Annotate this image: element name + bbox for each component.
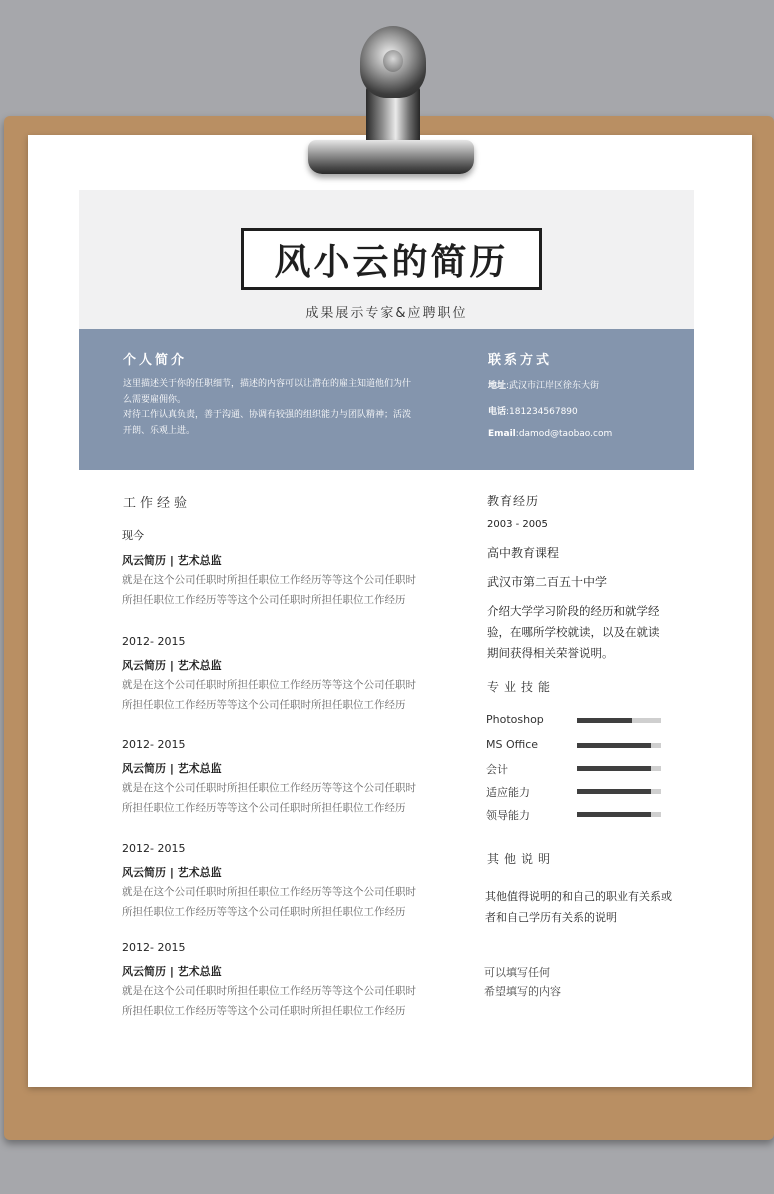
job-date: 2012- 2015 — [122, 842, 186, 855]
job-entry — [122, 941, 442, 1021]
other-note-line: 可以填写任何 — [484, 966, 550, 979]
job-desc-line: 所担任职位工作经历等等这个公司任职时所担任职位工作经历 — [122, 1005, 406, 1017]
skills-title: 专业技能 — [487, 680, 556, 694]
job-desc-line: 就是在这个公司任职时所担任职位工作经历等等这个公司任职时 — [122, 679, 416, 691]
job-date: 2012- 2015 — [122, 635, 186, 648]
skill-bar-track — [577, 789, 661, 794]
job-desc-line: 就是在这个公司任职时所担任职位工作经历等等这个公司任职时 — [122, 782, 416, 794]
phone-label: 电话 — [488, 407, 507, 417]
resume-title: 风小云的简历 — [241, 228, 542, 290]
skill-bar-fill — [577, 766, 651, 771]
contact-title: 联系方式 — [488, 353, 553, 368]
skill-bar-track — [577, 812, 661, 817]
skill-row — [486, 738, 666, 752]
contact-address — [488, 378, 599, 391]
other-desc — [485, 886, 695, 928]
job-date: 现今 — [122, 529, 144, 542]
job-desc-line: 所担任职位工作经历等等这个公司任职时所担任职位工作经历 — [122, 594, 406, 606]
skill-bar-track — [577, 718, 661, 723]
skill-bar-track — [577, 743, 661, 748]
contact-phone — [488, 404, 578, 417]
job-desc — [122, 882, 442, 922]
work-title: 工作经验 — [123, 496, 192, 511]
other-title: 其他说明 — [487, 852, 556, 866]
education-course: 高中教育课程 — [487, 546, 560, 560]
education-desc-line: 期间获得相关荣誉说明。 — [487, 646, 614, 660]
resume-header — [79, 190, 694, 329]
profile-title: 个人简介 — [123, 353, 188, 368]
resume-subtitle: 成果展示专家&应聘职位 — [305, 306, 468, 321]
skill-name: Photoshop — [486, 713, 544, 726]
job-entry — [122, 635, 442, 715]
job-desc-line: 就是在这个公司任职时所担任职位工作经历等等这个公司任职时 — [122, 574, 416, 586]
job-entry — [122, 842, 442, 922]
skill-bar-fill — [577, 718, 632, 723]
job-date: 2012- 2015 — [122, 941, 186, 954]
binder-clip — [300, 26, 480, 176]
education-desc — [487, 601, 687, 664]
skill-row — [486, 713, 666, 727]
education-desc-line: 介绍大学学习阶段的经历和就学经 — [487, 604, 660, 618]
job-desc-line: 所担任职位工作经历等等这个公司任职时所担任职位工作经历 — [122, 802, 406, 814]
skill-row — [486, 761, 666, 775]
skill-row — [486, 807, 666, 821]
phone-value: :181234567890 — [506, 407, 578, 417]
job-desc-line: 所担任职位工作经历等等这个公司任职时所担任职位工作经历 — [122, 699, 406, 711]
skill-bar-fill — [577, 789, 651, 794]
job-entry — [122, 738, 442, 818]
email-value: :damod@taobao.com — [515, 429, 613, 439]
profile-line: 开朗、乐观上进。 — [123, 425, 196, 436]
address-value: :武汉市江岸区徐东大街 — [506, 381, 600, 391]
address-label: 地址 — [488, 381, 507, 391]
profile-line: 么需要雇佣你。 — [123, 394, 187, 405]
skill-bar-fill — [577, 743, 651, 748]
skill-name: 适应能力 — [486, 786, 530, 799]
skill-name: 会计 — [486, 763, 508, 776]
other-desc-line: 其他值得说明的和自己的职业有关系或 — [485, 890, 672, 903]
job-role: 风云简历 | 艺术总监 — [122, 659, 222, 672]
job-role: 风云简历 | 艺术总监 — [122, 965, 222, 978]
job-desc-line: 就是在这个公司任职时所担任职位工作经历等等这个公司任职时 — [122, 985, 416, 997]
education-title: 教育经历 — [487, 494, 540, 508]
education-school: 武汉市第二百五十中学 — [487, 575, 608, 589]
other-desc-line: 者和自己学历有关系的说明 — [485, 911, 617, 924]
profile-line: 这里描述关于你的任职细节，描述的内容可以让潜在的雇主知道他们为什 — [123, 379, 412, 389]
job-role: 风云简历 | 艺术总监 — [122, 866, 222, 879]
contact-email — [488, 429, 612, 439]
job-desc — [122, 675, 442, 715]
skill-row — [486, 784, 666, 798]
email-label: Email — [488, 429, 516, 439]
skill-bar-track — [577, 766, 661, 771]
profile-line: 对待工作认真负责，善于沟通、协调有较强的组织能力与团队精神；活泼 — [123, 410, 412, 420]
skill-bar-fill — [577, 812, 651, 817]
job-desc — [122, 778, 442, 818]
skill-name: 领导能力 — [486, 809, 530, 822]
education-years: 2003 - 2005 — [487, 519, 548, 530]
job-desc-line: 所担任职位工作经历等等这个公司任职时所担任职位工作经历 — [122, 906, 406, 918]
other-note — [484, 963, 561, 1001]
other-note-line: 希望填写的内容 — [484, 985, 561, 998]
job-desc-line: 就是在这个公司任职时所担任职位工作经历等等这个公司任职时 — [122, 886, 416, 898]
profile-text — [123, 377, 441, 439]
job-date: 2012- 2015 — [122, 738, 186, 751]
job-role: 风云简历 | 艺术总监 — [122, 554, 222, 567]
skill-name: MS Office — [486, 738, 539, 751]
job-entry — [122, 527, 442, 610]
job-desc — [122, 570, 442, 610]
job-role: 风云简历 | 艺术总监 — [122, 762, 222, 775]
profile-band — [79, 329, 694, 470]
education-desc-line: 验，在哪所学校就读，以及在就读 — [487, 625, 660, 639]
job-desc — [122, 981, 442, 1021]
